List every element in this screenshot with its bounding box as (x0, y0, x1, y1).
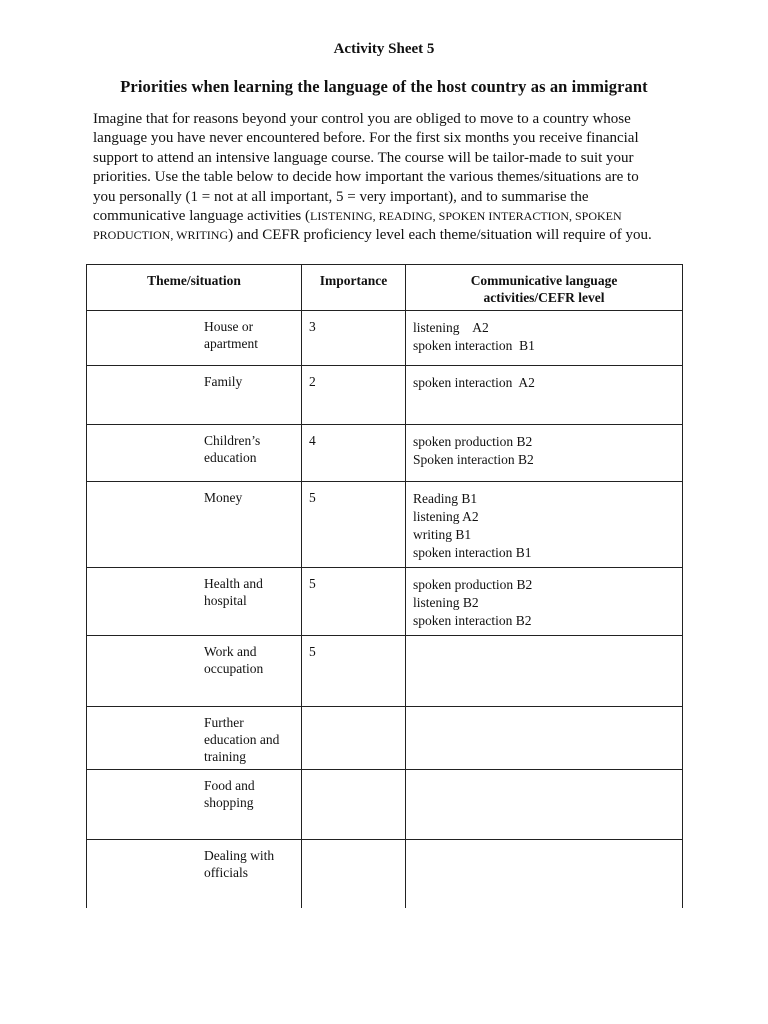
activities-cell[interactable] (406, 568, 683, 636)
table-row (87, 311, 683, 366)
table-row (87, 425, 683, 482)
activities-cell[interactable] (406, 636, 683, 707)
theme-label: Further education and training (204, 715, 280, 764)
table-body (87, 311, 683, 908)
activity-line: listening A2 (413, 320, 489, 335)
importance-cell[interactable]: 2 (302, 366, 406, 425)
activities-cell[interactable] (406, 840, 683, 908)
activity-line: writing B1 (413, 527, 472, 542)
table-row (87, 707, 683, 770)
theme-label: Health and hospital (204, 576, 263, 608)
table-row (87, 482, 683, 568)
activity-line: listening B2 (413, 595, 479, 610)
activity-line: listening A2 (413, 509, 479, 524)
theme-cell (87, 425, 302, 482)
importance-cell[interactable] (302, 770, 406, 840)
header-importance: Importance (302, 265, 406, 311)
activities-cell[interactable] (406, 366, 683, 425)
theme-label: Children’s education (204, 433, 261, 465)
page-title: Priorities when learning the language of the host country as an immigrant (120, 77, 648, 96)
theme-label: Food and shopping (204, 778, 255, 810)
activities-cell[interactable] (406, 707, 683, 770)
instructions-text-part2: ) and CEFR proficiency level each theme/situation will require of you. (228, 227, 652, 244)
activity-line: Reading B1 (413, 491, 478, 506)
importance-cell[interactable] (302, 707, 406, 770)
theme-label: Dealing with officials (204, 848, 275, 880)
theme-cell (87, 770, 302, 840)
instructions-paragraph (93, 110, 653, 246)
priorities-table (86, 264, 683, 908)
activity-line: spoken interaction B1 (413, 338, 535, 353)
importance-cell[interactable]: 5 (302, 482, 406, 568)
theme-cell (87, 636, 302, 707)
header-theme: Theme/situation (87, 265, 302, 311)
activities-cell[interactable] (406, 770, 683, 840)
table-row (87, 636, 683, 707)
theme-cell (87, 707, 302, 770)
activity-line: spoken interaction B1 (413, 545, 532, 560)
activity-line: spoken production B2 (413, 577, 533, 592)
table-row (87, 770, 683, 840)
theme-cell (87, 366, 302, 425)
activities-list: LISTENING, READING, SPOKEN INTERACTION, SPOKEN PRODUCTION, WRITING (93, 209, 622, 243)
instructions-text-part1: Imagine that for reasons beyond your control you are obliged to move to a country whose language you have never encountered before. For the first six months you receive financial support to attend an intensive language course. The course will be tailor-made to suit your priorities. Use the table below to decide how important the various themes/situations are to you personally (1 = not at all important, 5 = very important), and to summarise the communicative language activities ( (93, 111, 639, 225)
importance-cell[interactable]: 5 (302, 636, 406, 707)
table-row (87, 840, 683, 908)
theme-label: Money (204, 490, 243, 505)
theme-cell (87, 568, 302, 636)
table-row (87, 366, 683, 425)
activity-line: Spoken interaction B2 (413, 452, 534, 467)
importance-cell[interactable]: 3 (302, 311, 406, 366)
activities-cell[interactable] (406, 482, 683, 568)
importance-cell[interactable] (302, 840, 406, 908)
activities-cell[interactable] (406, 425, 683, 482)
theme-label: House or apartment (204, 319, 258, 351)
theme-cell (87, 482, 302, 568)
importance-cell[interactable]: 5 (302, 568, 406, 636)
table-header-row (87, 265, 683, 311)
importance-cell[interactable]: 4 (302, 425, 406, 482)
activities-cell[interactable] (406, 311, 683, 366)
header-activities-label: Communicative language activities/CEFR level (470, 273, 618, 305)
activity-line: spoken production B2 (413, 434, 533, 449)
theme-cell (87, 311, 302, 366)
sheet-label: Activity Sheet 5 (333, 41, 435, 57)
theme-label: Work and occupation (204, 644, 264, 676)
table-row (87, 568, 683, 636)
theme-cell (87, 840, 302, 908)
theme-label: Family (204, 374, 243, 389)
activity-line: spoken interaction A2 (413, 375, 535, 390)
header-activities (406, 265, 683, 311)
activity-line: spoken interaction B2 (413, 613, 532, 628)
